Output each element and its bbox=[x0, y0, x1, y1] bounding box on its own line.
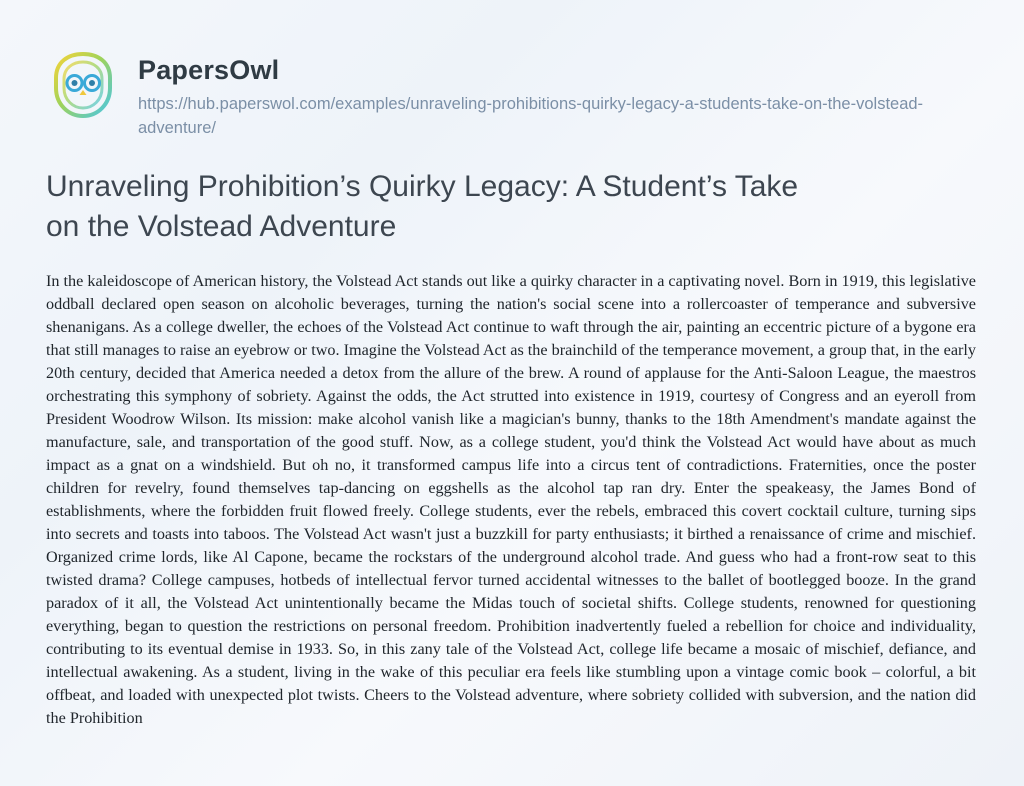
article-paragraph: In the kaleidoscope of American history, the Volstead Act stands out like a quirky character in a captivating novel. Born in 1919, this legislative oddball declared open season on alcoholic beverages, turning the nation's social scene into a rollercoaster of temperance and subversive shenanigans. As a college dweller, the echoes of the Volstead Act continue to waft through the air, painting an eccentric picture of a bygone era that still manages to raise an eyebrow or two. Imagine the Volstead Act as the brainchild of the temperance movement, a group that, in the early 20th century, decided that America needed a detox from the allure of the brew. A round of applause for the Anti-Saloon League, the maestros orchestrating this symphony of sobriety. Against the odds, the Act strutted into existence in 1919, courtesy of Congress and an eyeroll from President Woodrow Wilson. Its mission: make alcohol vanish like a magician's bunny, thanks to the 18th Amendment's mandate against the manufacture, sale, and transportation of the good stuff. Now, as a college student, you'd think the Volstead Act would have about as much impact as a gnat on a windshield. But oh no, it transformed campus life into a circus tent of contradictions. Fraternities, once the poster children for revelry, found themselves tap-dancing on eggshells as the alcohol tap ran dry. Enter the speakeasy, the James Bond of establishments, where the forbidden fruit flowed freely. College students, ever the rebels, embraced this covert cocktail culture, turning sips into secrets and toasts into taboos. The Volstead Act wasn't just a buzzkill for party enthusiasts; it birthed a renaissance of crime and mischief. Organized crime lords, like Al Capone, became the rockstars of the underground alcohol trade. And guess who had a front-row seat to this twisted drama? College campuses, hotbeds of intellectual fervor turned accidental witnesses to the ballet of bootlegged booze. In the grand paradox of it all, the Volstead Act unintentionally became the Midas touch of societal shifts. College students, renowned for questioning everything, began to question the restrictions on personal freedom. Prohibition inadvertently fueled a rebellion for choice and individuality, contributing to its eventual demise in 1933. So, in this zany tale of the Volstead Act, college life became a mosaic of mischief, defiance, and intellectual awakening. As a student, living in the wake of this peculiar era feels like stumbling upon a vintage comic book – colorful, a bit offbeat, and loaded with unexpected plot twists. Cheers to the Volstead adventure, where sobriety collided with subversion, and the nation did the Prohibition bbox=[46, 271, 976, 727]
brand-name: PapersOwl bbox=[138, 55, 280, 85]
source-url[interactable]: https://hub.paperswol.com/examples/unraveling-prohibitions-quirky-legacy-a-students-take-on-the-volstead-adventure/ bbox=[138, 94, 924, 137]
page-title: Unraveling Prohibition’s Quirky Legacy: A Student’s Take on the Volstead Adventure bbox=[46, 169, 799, 244]
owl-logo-icon bbox=[46, 48, 120, 122]
brand-block bbox=[138, 46, 938, 141]
article-body bbox=[46, 270, 976, 730]
site-header bbox=[46, 46, 978, 141]
